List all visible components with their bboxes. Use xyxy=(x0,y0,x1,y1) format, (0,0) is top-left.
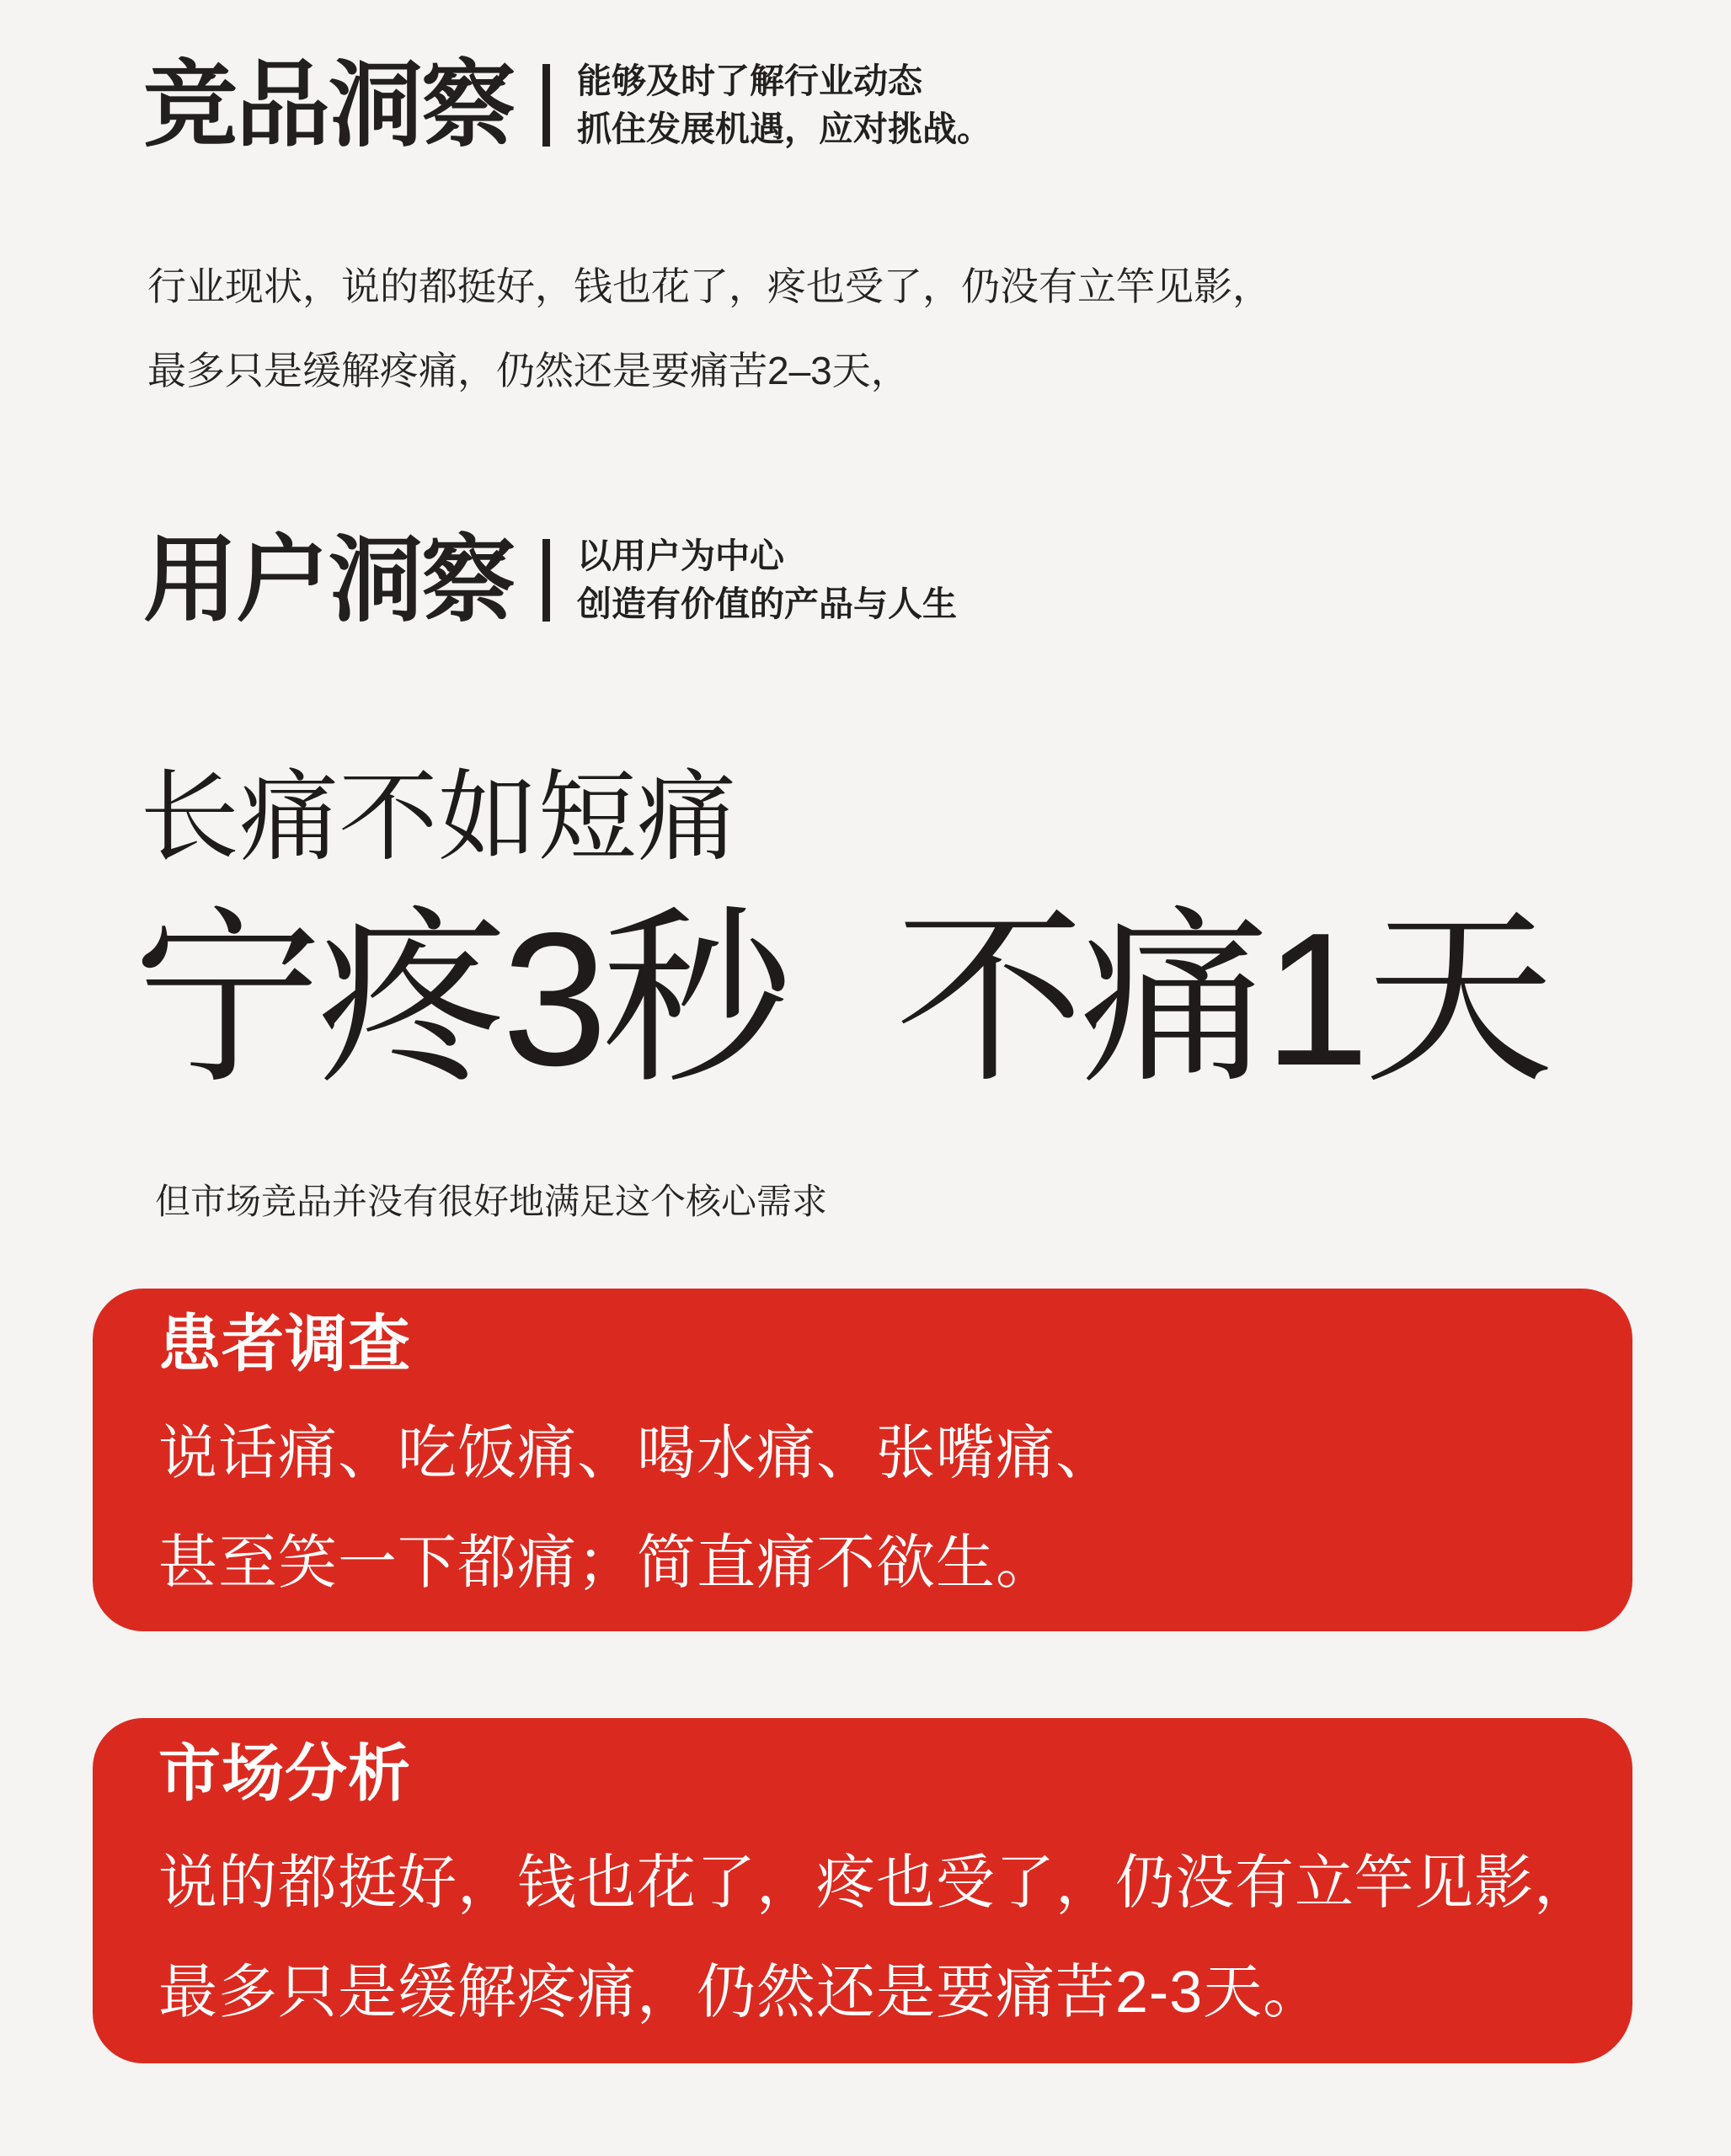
user-subtitle-line1: 以用户为中心 xyxy=(577,536,784,576)
patient-survey-card-title: 患者调查 xyxy=(158,1309,411,1379)
hero-tagline: 长痛不如短痛 xyxy=(140,762,737,873)
competitor-subtitle-line1: 能够及时了解行业动态 xyxy=(577,61,922,101)
user-title: 用户洞察 xyxy=(143,527,514,632)
market-analysis-line1: 说的都挺好，钱也花了，疼也受了，仍没有立竿见影， xyxy=(158,1849,1594,1915)
market-analysis-card xyxy=(93,1718,1632,2063)
user-section-header xyxy=(143,527,957,632)
patient-survey-line2: 甚至笑一下都痛；简直痛不欲生。 xyxy=(158,1529,1055,1595)
patient-survey-line1: 说话痛、吃饭痛、喝水痛、张嘴痛、 xyxy=(158,1420,1115,1486)
competitor-subtitle xyxy=(577,57,991,153)
industry-status-paragraph xyxy=(147,244,1271,413)
hero-note: 但市场竞品并没有很好地满足这个核心需求 xyxy=(155,1182,828,1221)
competitor-title: 竞品洞察 xyxy=(143,52,514,157)
competitor-subtitle-line2: 抓住发展机遇，应对挑战。 xyxy=(577,109,991,149)
industry-status-line1: 行业现状，说的都挺好，钱也花了，疼也受了，仍没有立竿见影， xyxy=(147,264,1271,308)
market-analysis-card-body xyxy=(158,1828,1594,2047)
competitor-section-header xyxy=(143,52,991,157)
market-analysis-line2: 最多只是缓解疼痛，仍然还是要痛苦2-3天。 xyxy=(158,1959,1323,2025)
header-divider xyxy=(542,539,550,622)
header-divider xyxy=(542,64,550,147)
patient-survey-card xyxy=(93,1289,1632,1631)
patient-survey-card-body xyxy=(158,1398,1590,1617)
industry-status-line2: 最多只是缓解疼痛，仍然还是要痛苦2–3天， xyxy=(147,349,910,392)
hero-headline: 宁疼3秒 不痛1天 xyxy=(133,893,1549,1105)
market-analysis-card-title: 市场分析 xyxy=(158,1738,411,1808)
user-subtitle xyxy=(577,532,957,628)
user-subtitle-line2: 创造有价值的产品与人生 xyxy=(577,584,957,624)
